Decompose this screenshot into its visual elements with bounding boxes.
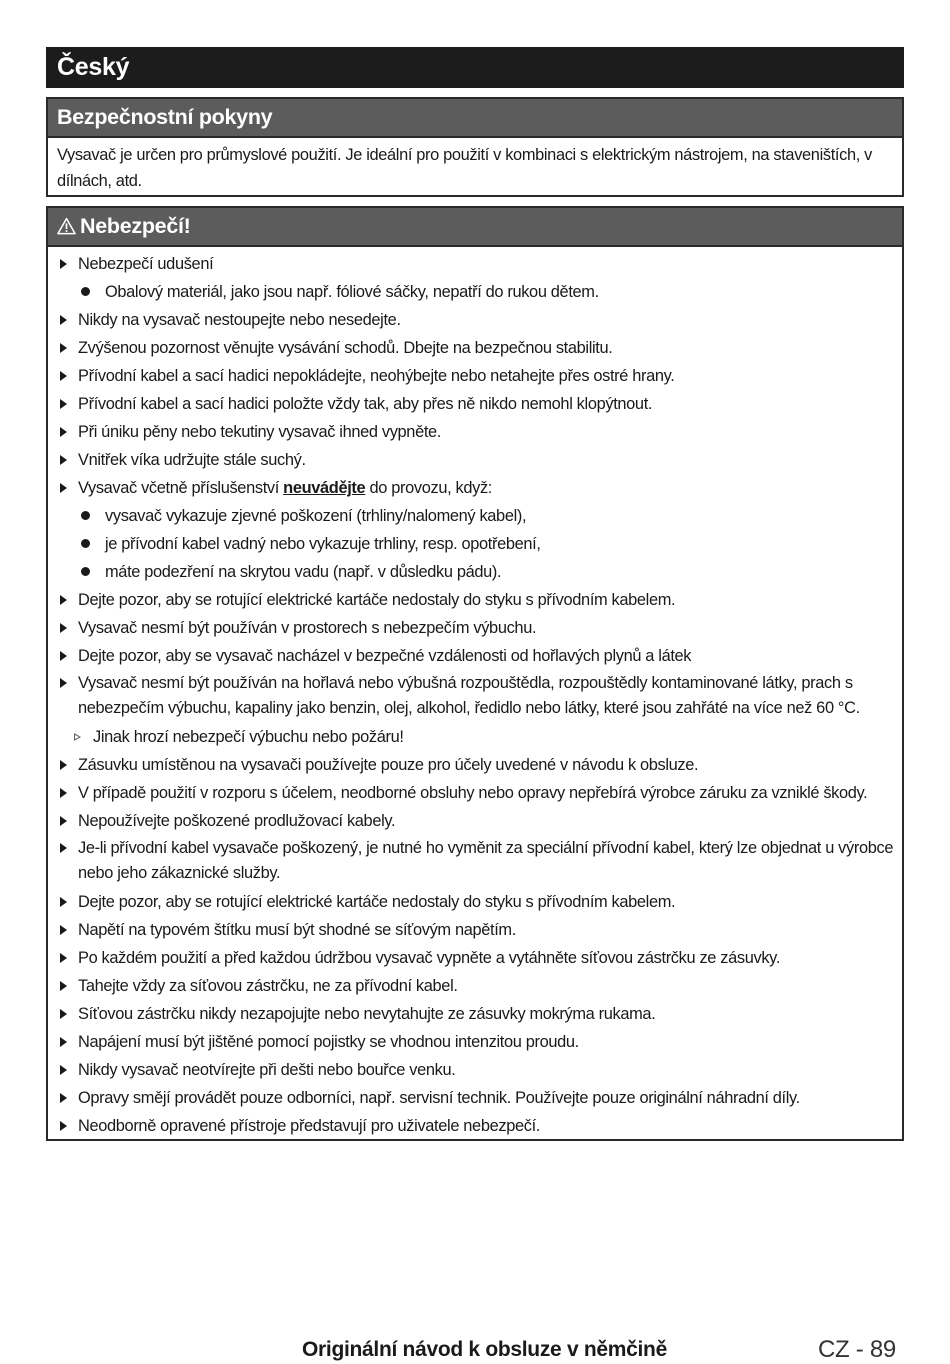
list-item: Tahejte vždy za síťovou zástrčku, ne za přívodní kabel.	[57, 972, 894, 1000]
list-item: Vysavač nesmí být používán v prostorech s nebezpečím výbuchu.	[57, 614, 894, 642]
list-item: Síťovou zástrčku nikdy nezapojujte nebo nevytahujte ze zásuvky mokrýma rukama.	[57, 1000, 894, 1028]
list-item: Zvýšenou pozornost věnujte vysávání schodů. Dbejte na bezpečnou stabilitu.	[57, 334, 894, 362]
list-item: Přívodní kabel a sací hadici položte vždy tak, aby přes ně nikdo nemohl klopýtnout.	[57, 390, 894, 418]
list-item: Vysavač nesmí být používán na hořlavá nebo výbušná rozpouštědla, rozpouštědly kontaminované látky, prach s nebezpečím výbuchu, kapaliny jako benzin, olej, alkohol, ředidlo nebo látky, které jsou zahřáté na více než 60 °C.	[57, 670, 894, 723]
safety-instructions-title: Bezpečnostní pokyny	[48, 99, 902, 138]
list-item: Dejte pozor, aby se vysavač nacházel v bezpečné vzdálenosti od hořlavých plynů a látek	[57, 642, 894, 670]
warning-triangle-icon	[57, 217, 76, 235]
list-subitem: máte podezření na skrytou vadu (např. v důsledku pádu).	[57, 558, 894, 586]
list-item: Je-li přívodní kabel vysavače poškozený, je nutné ho vyměnit za speciální přívodní kabel, který lze objednat u výrobce nebo jeho zákaznické služby.	[57, 835, 894, 888]
list-item: Při úniku pěny nebo tekutiny vysavač ihned vypněte.	[57, 418, 894, 446]
list-item: Nebezpečí udušení	[57, 250, 894, 278]
list-item: Zásuvku umístěnou na vysavači používejte pouze pro účely uvedené v návodu k obsluze.	[57, 751, 894, 779]
list-item: Po každém použití a před každou údržbou vysavač vypněte a vytáhněte síťovou zástrčku ze zásuvky.	[57, 944, 894, 972]
safety-instructions-text: Vysavač je určen pro průmyslové použití. Je ideální pro použití v kombinaci s elektrickým nástrojem, na staveništích, v dílnách, atd.	[57, 146, 872, 190]
safety-instructions-box	[46, 97, 904, 197]
footer-title: Originální návod k obsluze v němčině	[302, 1338, 667, 1361]
list-item: Neodborně opravené přístroje představují pro uživatele nebezpečí.	[57, 1112, 894, 1140]
list-item: Nepoužívejte poškozené prodlužovací kabely.	[57, 807, 894, 835]
list-item: Dejte pozor, aby se rotující elektrické kartáče nedostaly do styku s přívodním kabelem.	[57, 888, 894, 916]
list-item: Nikdy vysavač neotvírejte při dešti nebo bouřce venku.	[57, 1056, 894, 1084]
danger-box	[46, 206, 904, 1141]
danger-title: Nebezpečí!	[80, 214, 191, 238]
emphasis-word: neuvádějte	[283, 479, 366, 497]
list-item: Napájení musí být jištěné pomocí pojistky se vhodnou intenzitou proudu.	[57, 1028, 894, 1056]
list-item: Vysavač včetně příslušenství neuvádějte do provozu, když:	[57, 474, 894, 502]
list-subitem: vysavač vykazuje zjevné poškození (trhliny/nalomený kabel),	[57, 502, 894, 530]
list-subitem: je přívodní kabel vadný nebo vykazuje trhliny, resp. opotřebení,	[57, 530, 894, 558]
list-item: V případě použití v rozporu s účelem, neodborné obsluhy nebo opravy nepřebírá výrobce záruku za vzniklé škody.	[57, 779, 894, 807]
list-consequence: Jinak hrozí nebezpečí výbuchu nebo požáru!	[57, 723, 894, 751]
list-item: Dejte pozor, aby se rotující elektrické kartáče nedostaly do styku s přívodním kabelem.	[57, 586, 894, 614]
list-item: Opravy smějí provádět pouze odborníci, např. servisní technik. Používejte pouze originální náhradní díly.	[57, 1084, 894, 1112]
list-item: Napětí na typovém štítku musí být shodné se síťovým napětím.	[57, 916, 894, 944]
list-item: Vnitřek víka udržujte stále suchý.	[57, 446, 894, 474]
danger-list	[57, 250, 894, 1140]
list-item: Přívodní kabel a sací hadici nepokládejte, neohýbejte nebo netahejte přes ostré hrany.	[57, 362, 894, 390]
language-header: Český	[46, 47, 904, 88]
list-item: Nikdy na vysavač nestoupejte nebo nesedejte.	[57, 306, 894, 334]
list-subitem: Obalový materiál, jako jsou např. fóliové sáčky, nepatří do rukou dětem.	[57, 278, 894, 306]
danger-header	[48, 208, 902, 247]
page-number: CZ - 89	[818, 1336, 896, 1363]
